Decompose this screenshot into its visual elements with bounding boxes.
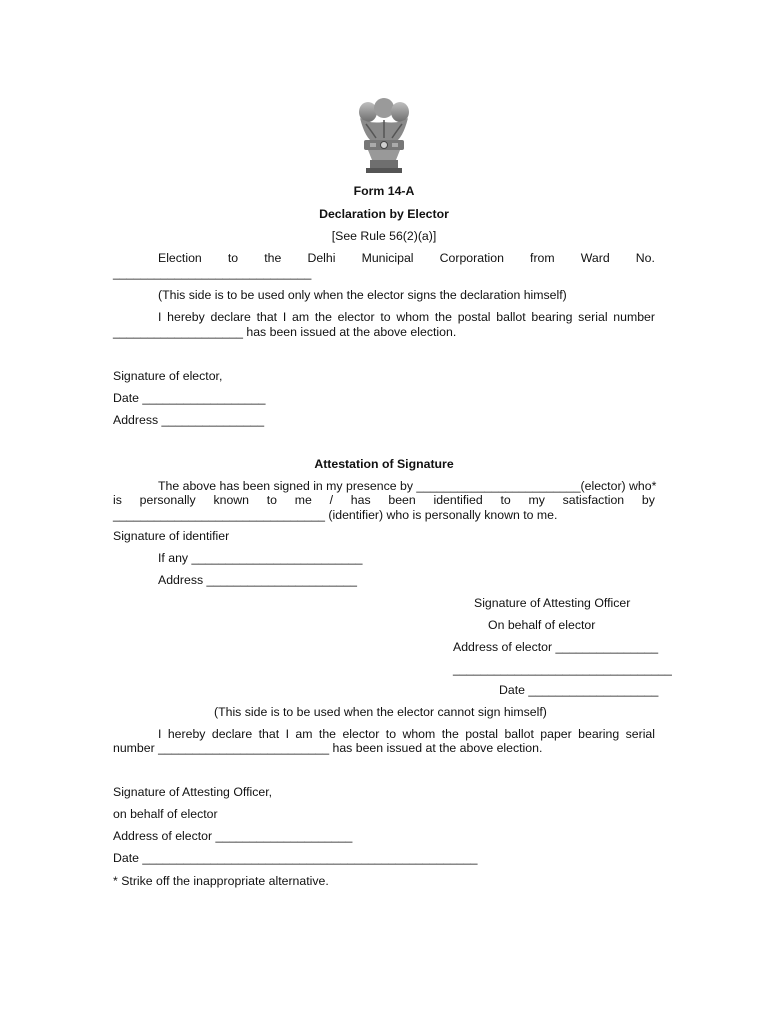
- cannot-sign-note: (This side is to be used when the elector cannot sign himself): [214, 705, 547, 719]
- national-emblem-icon: [354, 98, 414, 180]
- officer-address-continuation[interactable]: ________________________________: [453, 662, 672, 676]
- attesting-officer-signature-label: Signature of Attesting Officer: [474, 596, 631, 610]
- footnote: * Strike off the inappropriate alternative.: [113, 874, 329, 888]
- rule-reference: [See Rule 56(2)(a)]: [331, 229, 437, 243]
- attestation-line2: [113, 493, 655, 507]
- election-word: Election: [158, 251, 202, 265]
- attestation-word: /: [329, 493, 334, 507]
- officer-date-field[interactable]: Date ___________________: [499, 683, 659, 697]
- election-word: Corporation: [439, 251, 504, 265]
- form-title: Declaration by Elector: [319, 207, 449, 221]
- self-declaration-line1: I hereby declare that I am the elector to whom the postal ballot bearing serial number: [158, 310, 655, 324]
- attestation-title: Attestation of Signature: [314, 457, 454, 471]
- officer-behalf-label: On behalf of elector: [488, 618, 596, 632]
- attestation-line1: The above has been signed in my presence by ________________________(elector) who*: [158, 479, 657, 493]
- attestation-word: been: [388, 493, 416, 507]
- election-word: from: [530, 251, 555, 265]
- attestation-line3: _______________________________ (identifier) who is personally known to me.: [113, 508, 558, 522]
- attesting-officer-signature-label-2: Signature of Attesting Officer,: [113, 785, 273, 799]
- elector-date-field[interactable]: Date __________________: [113, 391, 266, 405]
- form-number: Form 14-A: [353, 184, 415, 198]
- ward-number-blank[interactable]: _____________________________: [113, 266, 312, 280]
- election-word: No.: [635, 251, 655, 265]
- election-word: Delhi: [307, 251, 336, 265]
- election-word: the: [264, 251, 282, 265]
- elector-address-field-2[interactable]: Address of elector ____________________: [113, 829, 353, 843]
- attestation-word: is: [113, 493, 122, 507]
- identifier-signature-label: Signature of identifier: [113, 529, 230, 543]
- elector-address-field[interactable]: Address _______________: [113, 413, 265, 427]
- self-declaration-line2: ___________________ has been issued at the above election.: [113, 325, 457, 339]
- attestation-word: to: [266, 493, 278, 507]
- attestation-word: by: [641, 493, 655, 507]
- election-line: [158, 251, 655, 265]
- identifier-address-field[interactable]: Address ______________________: [158, 573, 357, 587]
- attestation-word: has: [350, 493, 371, 507]
- cannot-sign-declaration-line1: I hereby declare that I am the elector to whom the postal ballot paper bearing serial: [158, 727, 655, 741]
- election-word: Ward: [580, 251, 610, 265]
- attestation-word: satisfaction: [562, 493, 625, 507]
- attestation-word: personally: [139, 493, 196, 507]
- behalf-of-elector-label: on behalf of elector: [113, 807, 218, 821]
- attestation-word: to: [500, 493, 511, 507]
- attestation-word: known: [213, 493, 249, 507]
- date-field-2[interactable]: Date _________________________________________________: [113, 851, 478, 865]
- attestation-word: identified: [433, 493, 483, 507]
- identifier-if-any-field[interactable]: If any _________________________: [158, 551, 363, 565]
- attestation-word: my: [528, 493, 545, 507]
- officer-address-field[interactable]: Address of elector _______________: [453, 640, 659, 654]
- attestation-word: me: [294, 493, 312, 507]
- election-word: Municipal: [361, 251, 414, 265]
- self-sign-note: (This side is to be used only when the elector signs the declaration himself): [158, 288, 567, 302]
- elector-signature-label: Signature of elector,: [113, 369, 223, 383]
- election-word: to: [227, 251, 239, 265]
- cannot-sign-declaration-line2: number _________________________ has been issued at the above election.: [113, 741, 543, 755]
